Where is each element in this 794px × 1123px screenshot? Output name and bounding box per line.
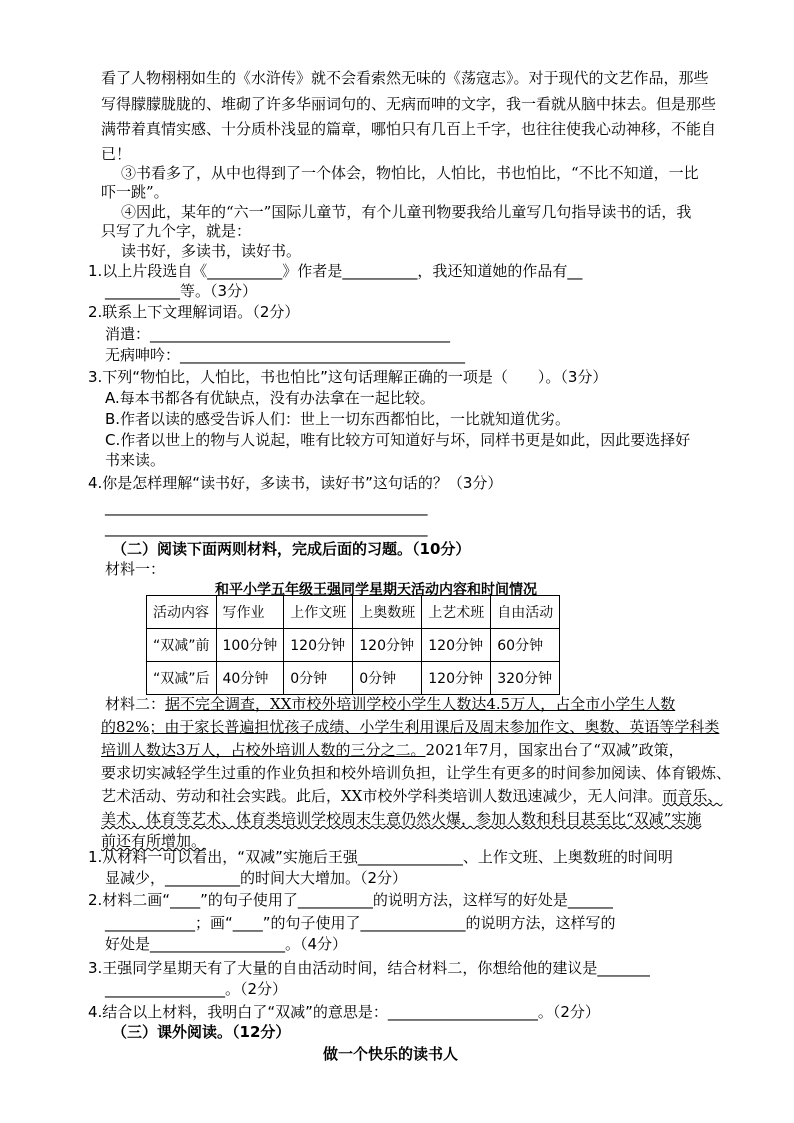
article-title: 做一个快乐的读书人 bbox=[323, 1045, 459, 1063]
question-3-option-b: B.作者以读的感受告诉人们：世上一切东西都怕比，一比就知道优劣。 bbox=[105, 410, 571, 428]
material-1-label: 材料一： bbox=[105, 560, 166, 578]
passage-para-3-line-2: 吓一跳”。 bbox=[101, 183, 169, 201]
table-cell: 320分钟 bbox=[491, 662, 560, 695]
material-2-line-4: 要求切实减轻学生过重的作业负担和校外培训负担，让学生有更多的时间参加阅读、体育锻炼、 bbox=[101, 764, 732, 782]
material-2-wavy-sentence: 而音乐、 bbox=[662, 787, 723, 805]
table-row bbox=[147, 662, 560, 695]
table-header-cell: 写作业 bbox=[216, 596, 284, 629]
table-header-cell: 活动内容 bbox=[147, 596, 217, 629]
passage-para-3-line-1: ③书看多了，从中也得到了一个体会，物怕比，人怕比，书也怕比，“不比不知道，一比 bbox=[121, 164, 699, 182]
table-cell: 40分钟 bbox=[216, 662, 284, 695]
q2-2-line-1: 2.材料二画“____”的句子使用了__________的说明方法，这样写的好处是______ bbox=[88, 891, 613, 909]
passage-para-4-line-1: ④因此，某年的“六一”国际儿童节，有个儿童刊物要我给儿童写几句指导读书的话，我 bbox=[121, 203, 692, 221]
q2-3-line-2: ________________。（2分） bbox=[105, 980, 288, 998]
q2-2-line-3: 好处是__________________。（4分） bbox=[105, 935, 348, 953]
passage-line-2: 写得朦朦胧胧的、堆砌了许多华丽词句的、无病而呻的文字，我一看就从脑中抹去。但是那些 bbox=[101, 95, 717, 113]
table-cell: 120分钟 bbox=[284, 629, 353, 662]
table-row bbox=[147, 629, 560, 662]
question-3-option-a: A.每本书都各有优缺点，没有办法拿在一起比较。 bbox=[105, 389, 435, 407]
question-4-line: 4.你是怎样理解“读书好，多读书，读好书”这句话的？（3分） bbox=[88, 474, 503, 492]
activity-table bbox=[146, 595, 560, 695]
section-2-heading: （二）阅读下面两则材料，完成后面的习题。（10分） bbox=[112, 540, 471, 558]
passage-para-4-line-2: 只写了九个字，就是： bbox=[101, 222, 252, 240]
passage-quote: 读书好，多读书，读好书。 bbox=[121, 242, 302, 260]
q2-1-line-1: 1.从材料一可以看出，“双减”实施后王强______________、上作文班、上奥数班的时间明 bbox=[88, 848, 673, 866]
question-3-option-c-line-2: 书来读。 bbox=[105, 451, 166, 469]
material-2-underlined-sentence: 据不完全调查，XX市校外培训学校小学生人数达4.5万人，占全市小学生人数 bbox=[165, 695, 676, 713]
table-cell: 120分钟 bbox=[353, 629, 422, 662]
material-2-line-6: 美术、体育等艺术、体育类培训学校周末生意仍然火爆，参加人数和科目甚至比“双减”实施 bbox=[101, 810, 702, 828]
table-cell: “双减”后 bbox=[147, 662, 217, 695]
table-title: 和平小学五年级王强同学星期天活动内容和时间情况 bbox=[215, 582, 537, 598]
q2-1-line-2: 显减少，__________的时间大大增加。（2分） bbox=[105, 869, 408, 887]
question-2-item-xiaoqian: 消遣：________________________________________ bbox=[105, 325, 451, 343]
question-1-line-1: 1.以上片段选自《__________》作者是__________，我还知道她的作品有__ bbox=[88, 262, 583, 280]
material-2-line-5 bbox=[101, 785, 722, 807]
question-4-answer-line-2: ___________________________________________ bbox=[105, 519, 428, 537]
material-2-label: 材料二： bbox=[105, 695, 166, 713]
question-4-answer-line-1: ___________________________________________ bbox=[105, 498, 428, 516]
material-2-line-1 bbox=[105, 693, 675, 715]
question-3-line: 3.下列“物怕比，人怕比，书也怕比”这句话理解正确的一项是（ ）。（3分） bbox=[88, 368, 608, 386]
passage-line-4: 已！ bbox=[101, 145, 132, 163]
section-3-heading: （三）课外阅读。（12分） bbox=[112, 1023, 291, 1041]
q2-2-line-2: ____________；画“____”的句子使用了______________的说明方法，这样写的 bbox=[105, 914, 616, 932]
question-1-line-2: __________等。（3分） bbox=[105, 282, 258, 300]
question-2-item-wubingshenyin: 无病呻吟：______________________________________ bbox=[105, 346, 466, 364]
table-cell: 120分钟 bbox=[422, 629, 491, 662]
material-2-line-7: 前还有所增加。 bbox=[101, 832, 207, 850]
table-cell: 0分钟 bbox=[284, 662, 353, 695]
question-2-line: 2.联系上下文理解词语。（2分） bbox=[88, 303, 300, 321]
table-header-cell: 上艺术班 bbox=[422, 596, 491, 629]
material-2-line-3 bbox=[101, 739, 684, 761]
table-header-cell: 上作文班 bbox=[284, 596, 353, 629]
q2-3-line-1: 3.王强同学星期天有了大量的自由活动时间，结合材料二，你想给他的建议是_______ bbox=[88, 959, 650, 977]
table-cell: 120分钟 bbox=[422, 662, 491, 695]
table-cell: “双减”前 bbox=[147, 629, 217, 662]
table-header-cell: 自由活动 bbox=[491, 596, 560, 629]
material-2-policy-text: 2021年7月，国家出台了“双减”政策， bbox=[425, 741, 684, 759]
table-header-row bbox=[147, 596, 560, 629]
material-2-underlined-sentence-end: 培训人数达3万人，占校外培训人数的三分之二。 bbox=[101, 741, 426, 759]
question-3-option-c-line-1: C.作者以世上的物与人说起，唯有比较方可知道好与坏，同样书更是如此，因此要选择好 bbox=[105, 431, 691, 449]
passage-line-3: 满带着真情实感、十分质朴浅显的篇章，哪怕只有几百上千字，也往往使我心动神移，不能自 bbox=[101, 120, 717, 138]
material-2-line-2: 的82%；由于家长普遍担忧孩子成绩、小学生利用课后及周末参加作文、奥数、英语等学科类 bbox=[101, 718, 720, 736]
q2-4-line: 4.结合以上材料，我明白了“双减”的意思是：____________________。（2分） bbox=[88, 1003, 600, 1021]
table-cell: 60分钟 bbox=[491, 629, 560, 662]
table-header-cell: 上奥数班 bbox=[353, 596, 422, 629]
material-2-plain-text: 艺术活动、劳动和社会实践。此后，XX市校外学科类培训人数迅速减少，无人问津。 bbox=[101, 787, 663, 805]
table-cell: 100分钟 bbox=[216, 629, 284, 662]
table-cell: 0分钟 bbox=[353, 662, 422, 695]
passage-line-1: 看了人物栩栩如生的《水浒传》就不会看索然无味的《荡寇志》。对于现代的文艺作品，那些 bbox=[101, 69, 709, 87]
